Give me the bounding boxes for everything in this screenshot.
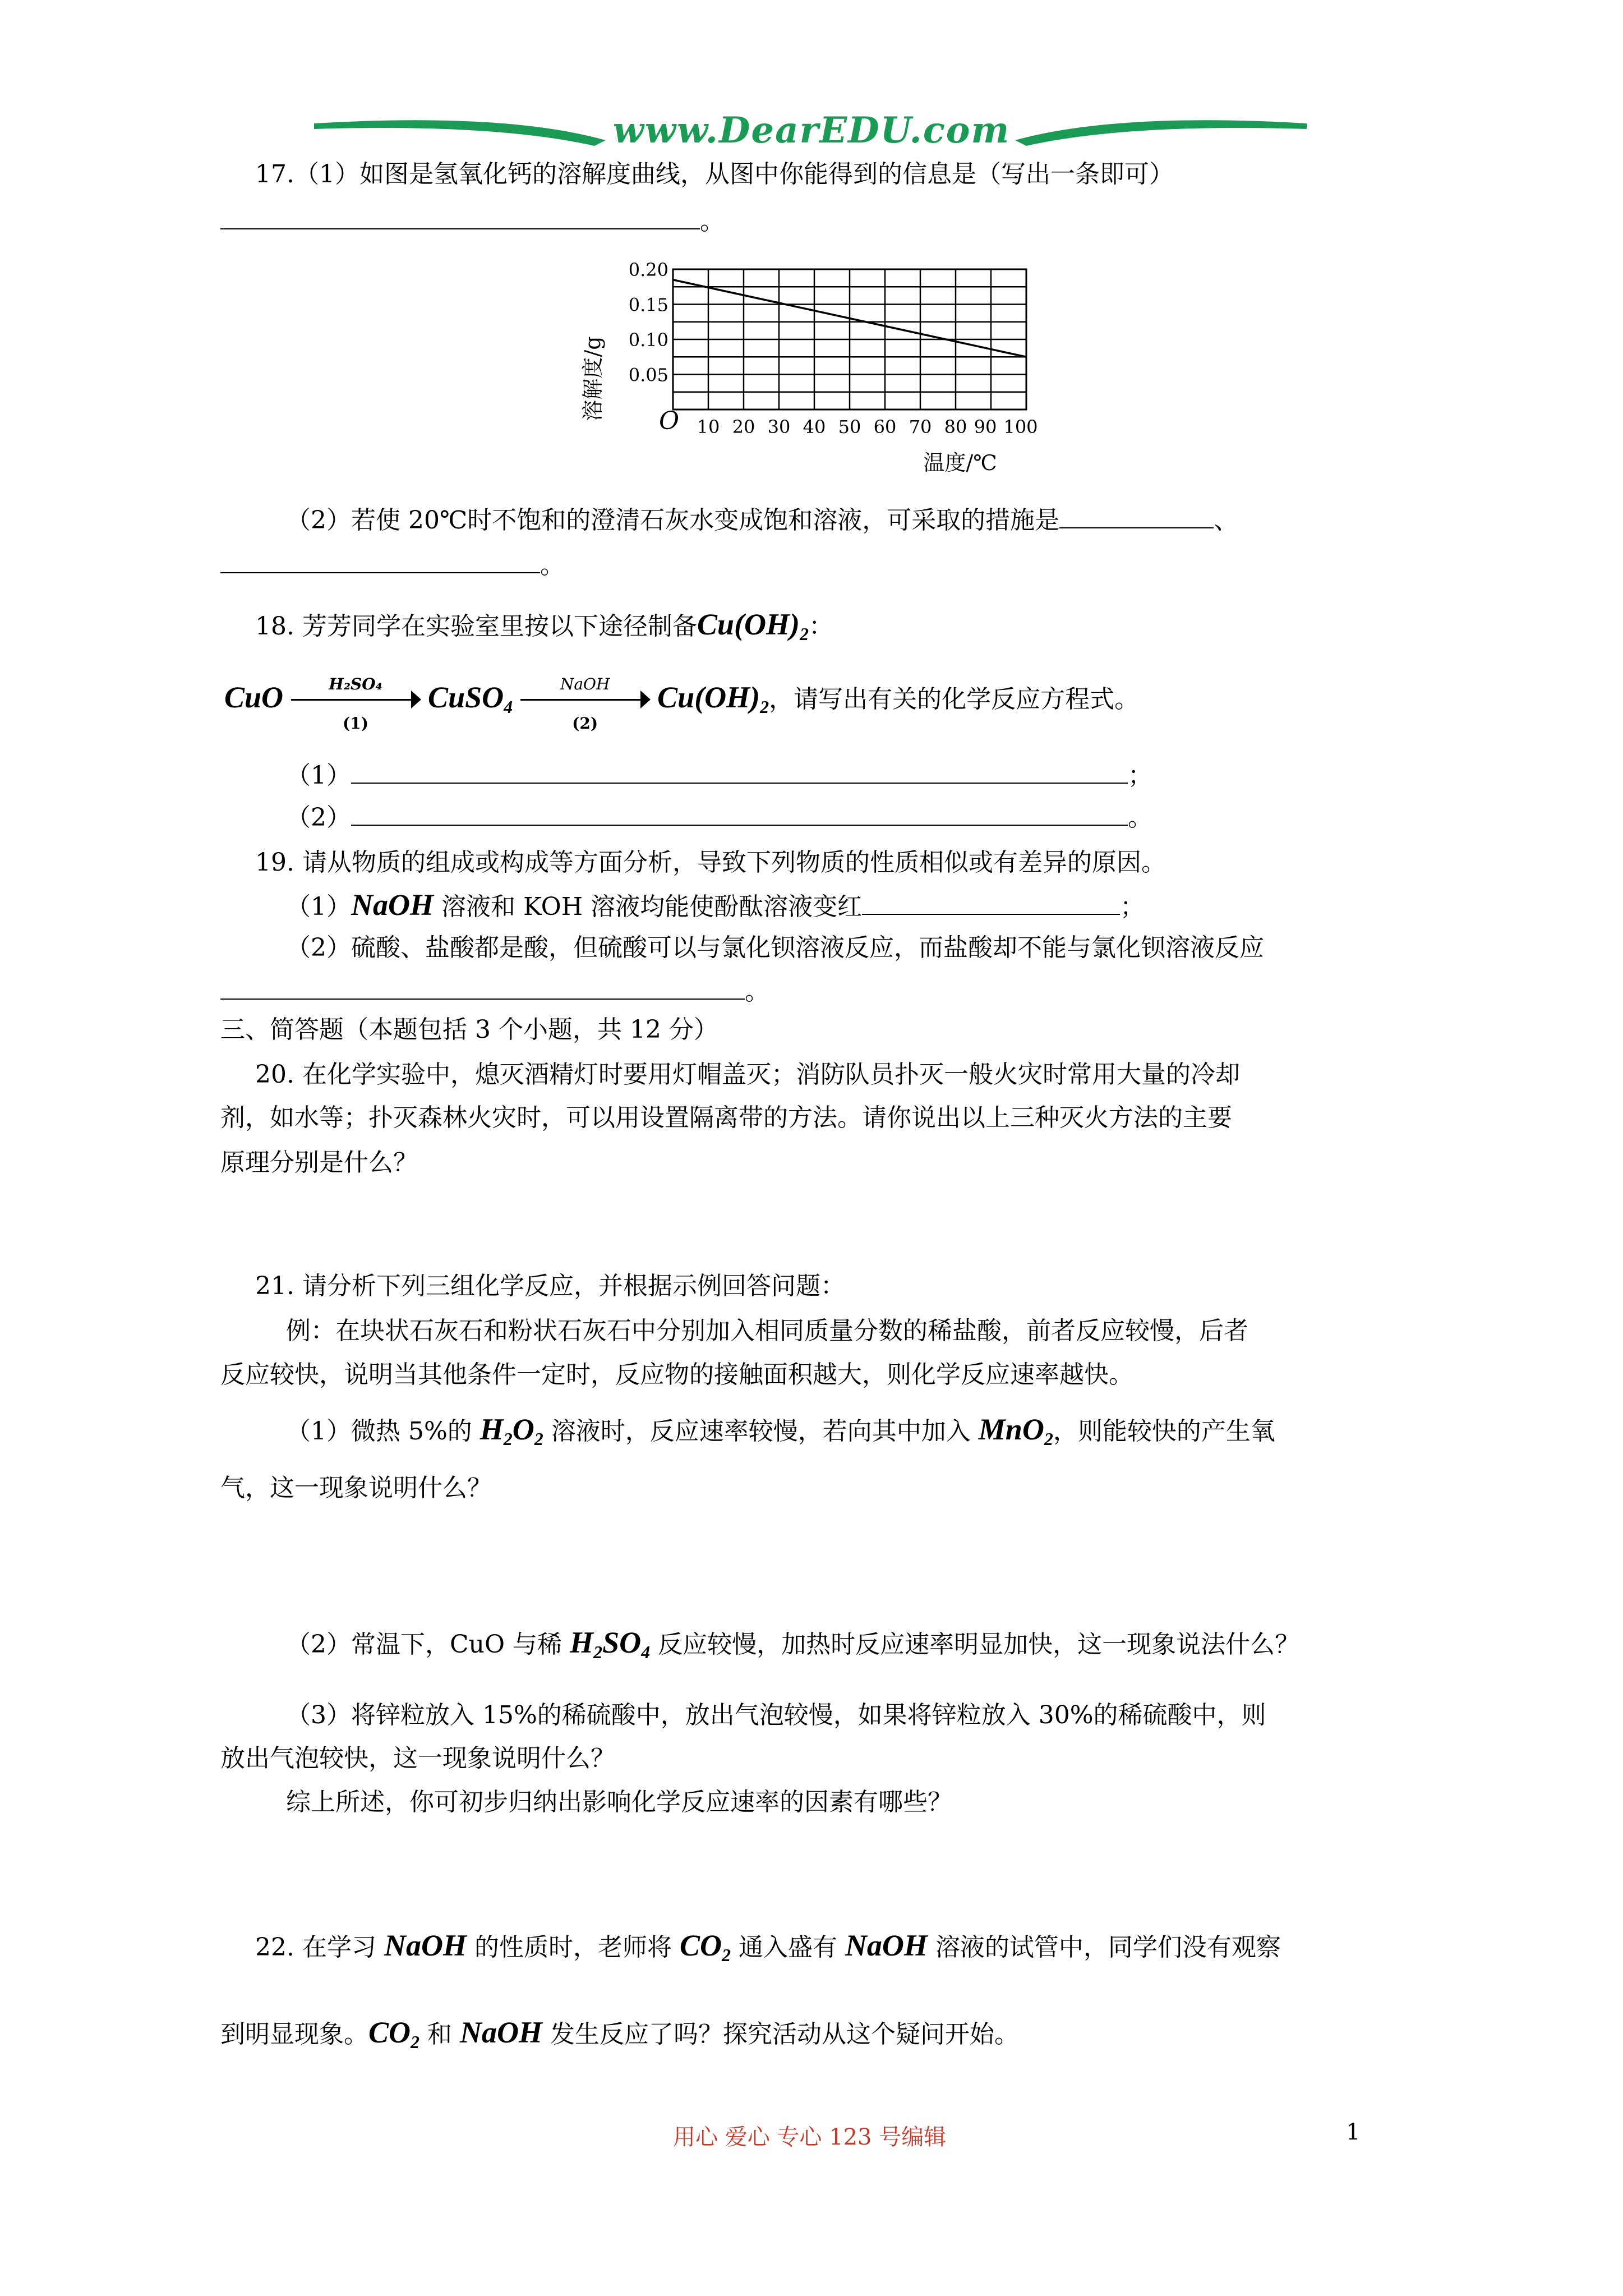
x-tick-label: 40 bbox=[803, 416, 826, 438]
chart-grid bbox=[673, 269, 1026, 409]
y-tick-label: 0.05 bbox=[628, 364, 668, 386]
q18-answer-2: （2） 。 bbox=[286, 803, 1152, 832]
q20-line3: 原理分别是什么？ bbox=[220, 1148, 418, 1177]
q20-line2: 剂，如水等；扑灭森林火灾时，可以用设置隔离带的方法。请你说出以上三种灭火方法的主要 bbox=[220, 1103, 1232, 1132]
q19-part1: （1）NaOH 溶液和 KOH 溶液均能使酚酞溶液变红 ； bbox=[286, 888, 1145, 922]
q22-line2: 到明显现象。$CO_2$ 和 NaOH 发生反应了吗？探究活动从这个疑问开始。 bbox=[220, 2016, 1019, 2052]
q21-summary: 综上所述，你可初步归纳出影响化学反应速率的因素有哪些？ bbox=[286, 1788, 952, 1816]
q18-reaction-path: CuO $\frac{\text{H₂SO₄}}{(1)}$ CuSO$_4$ NaOH (2) $Cu(OH)_2$，请写出有关的化学反应方程式。 bbox=[224, 674, 1140, 733]
q21-part3-line1: （3）将锌粒放入 15%的稀硫酸中，放出气泡较慢，如果将锌粒放入 30%的稀硫酸中，则 bbox=[286, 1701, 1266, 1729]
y-tick-label: 0.20 bbox=[628, 259, 668, 280]
x-tick-label: 50 bbox=[838, 416, 861, 438]
q17-part1: 17.（1）如图是氢氧化钙的溶解度曲线，从图中你能得到的信息是（写出一条即可） bbox=[255, 160, 1174, 188]
q20-line1: 20. 在化学实验中，熄灭酒精灯时要用灯帽盖灭；消防队员扑灭一般火灾时常用大量的冷却 bbox=[255, 1060, 1240, 1089]
q21-part1: （1）微热 5%的 $H_2O_2$ 溶液时，反应速率较慢，若向其中加入 MnO$_2$，则能较快的产生氧 bbox=[286, 1412, 1275, 1449]
x-tick-label: 100 bbox=[1003, 416, 1038, 438]
page-number: 1 bbox=[1346, 2119, 1361, 2145]
origin-label: O bbox=[659, 407, 680, 435]
reaction-arrow-1: $\frac{\text{H₂SO₄}}{(1)}$ bbox=[291, 684, 420, 718]
q22-line1: 22. 在学习 NaOH 的性质时，老师将 $CO_2$ 通入盛有 NaOH 溶液的试管中，同学们没有观察 bbox=[255, 1929, 1281, 1965]
q21-part3-line2: 放出气泡较快，这一现象说明什么？ bbox=[220, 1744, 615, 1773]
chart-ticks bbox=[629, 259, 1038, 438]
q19-part2-answer: 。 bbox=[220, 976, 769, 1007]
reaction-arrow-2: NaOH (2) bbox=[520, 684, 649, 718]
y-axis-label: 溶解度/g bbox=[580, 336, 605, 421]
q17-part2-answer: 。 bbox=[220, 550, 565, 581]
section-3-title: 三、简答题（本题包括 3 个小题，共 12 分） bbox=[220, 1015, 718, 1044]
q21-part2: （2）常温下，CuO 与稀 $H_2SO_4$ 反应较慢，加热时反应速率明显加快，这一现象说法什么？ bbox=[286, 1626, 1300, 1662]
y-tick-label: 0.15 bbox=[628, 294, 668, 316]
q19-intro: 19. 请从物质的组成或构成等方面分析，导致下列物质的性质相似或有差异的原因。 bbox=[255, 848, 1166, 877]
x-tick-label: 20 bbox=[732, 416, 755, 438]
q21-example-line2: 反应较快，说明当其他条件一定时，反应物的接触面积越大，则化学反应速率越快。 bbox=[220, 1360, 1133, 1389]
q17-part1-answer: 。 bbox=[220, 206, 725, 237]
q21-example-line1: 例：在块状石灰石和粉状石灰石中分别加入相同质量分数的稀盐酸，前者反应较慢，后者 bbox=[286, 1317, 1248, 1345]
q21-intro: 21. 请分析下列三组化学反应，并根据示例回答问题： bbox=[255, 1272, 845, 1300]
x-tick-label: 90 bbox=[974, 416, 997, 438]
q19-part2: （2）硫酸、盐酸都是酸，但硫酸可以与氯化钡溶液反应，而盐酸却不能与氯化钡溶液反应 bbox=[286, 933, 1264, 962]
q18-intro: 18. 芳芳同学在实验室里按以下途径制备$Cu(OH)_2$： bbox=[255, 608, 833, 644]
q17-part2: （2）若使 20℃时不饱和的澄清石灰水变成饱和溶液，可采取的措施是 、 bbox=[286, 506, 1239, 535]
x-tick-label: 60 bbox=[873, 416, 897, 438]
site-logo-text: www.DearEDU.com bbox=[612, 109, 1011, 151]
x-tick-label: 30 bbox=[767, 416, 791, 438]
y-tick-label: 0.10 bbox=[628, 329, 668, 351]
q18-answer-1: （1） ； bbox=[286, 761, 1152, 790]
x-tick-label: 10 bbox=[697, 416, 720, 438]
x-axis-label: 温度/℃ bbox=[923, 450, 997, 475]
footer-note: 用心 爱心 专心 123 号编辑 bbox=[673, 2124, 947, 2150]
x-tick-label: 80 bbox=[944, 416, 967, 438]
solubility-chart bbox=[580, 258, 1060, 477]
q21-part1-line2: 气，这一现象说明什么？ bbox=[220, 1474, 492, 1502]
x-tick-label: 70 bbox=[909, 416, 932, 438]
